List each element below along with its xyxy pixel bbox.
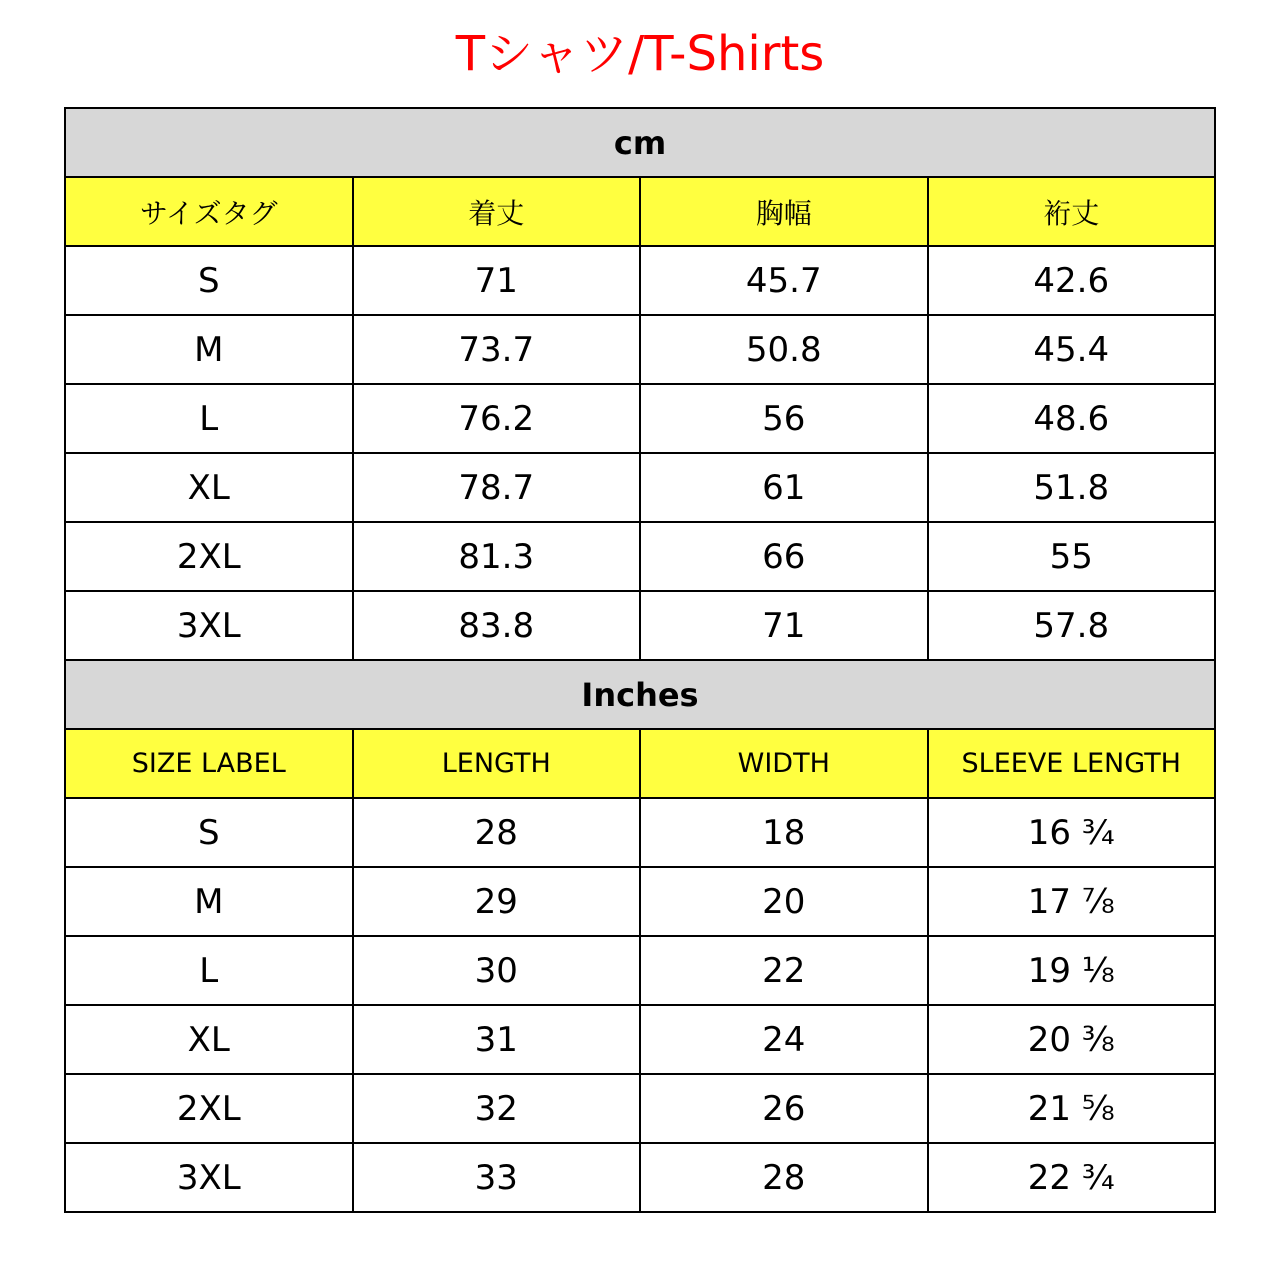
cm-width-cell: 66 (640, 522, 928, 591)
cm-unit-label: cm (65, 108, 1215, 177)
inches-size-cell: M (65, 867, 353, 936)
inches-length-cell: 28 (353, 798, 641, 867)
cm-header-size-tag: サイズタグ (65, 177, 353, 246)
cm-length-cell: 73.7 (353, 315, 641, 384)
cm-row-l (65, 384, 1215, 453)
inches-length-cell: 31 (353, 1005, 641, 1074)
cm-length-cell: 76.2 (353, 384, 641, 453)
cm-length-cell: 71 (353, 246, 641, 315)
cm-size-cell: S (65, 246, 353, 315)
cm-size-cell: XL (65, 453, 353, 522)
cm-header-sleeve-length: 裄丈 (928, 177, 1216, 246)
cm-size-cell: M (65, 315, 353, 384)
cm-size-cell: 2XL (65, 522, 353, 591)
cm-width-cell: 50.8 (640, 315, 928, 384)
inches-sleeve-cell: 17 ⅞ (928, 867, 1216, 936)
cm-sleeve-cell: 45.4 (928, 315, 1216, 384)
inches-width-cell: 18 (640, 798, 928, 867)
inches-row-l (65, 936, 1215, 1005)
size-chart-table (64, 107, 1216, 1213)
inches-width-cell: 28 (640, 1143, 928, 1212)
cm-length-cell: 83.8 (353, 591, 641, 660)
cm-size-cell: L (65, 384, 353, 453)
cm-width-cell: 71 (640, 591, 928, 660)
page-title: Tシャツ/T-Shirts (455, 26, 825, 82)
cm-header-width: 胸幅 (640, 177, 928, 246)
cm-section (65, 108, 1215, 660)
cm-width-cell: 56 (640, 384, 928, 453)
cm-length-cell: 78.7 (353, 453, 641, 522)
cm-header-row (65, 177, 1215, 246)
inches-header-sleeve-length: SLEEVE LENGTH (928, 729, 1216, 798)
inches-size-cell: 3XL (65, 1143, 353, 1212)
cm-length-cell: 81.3 (353, 522, 641, 591)
cm-width-cell: 45.7 (640, 246, 928, 315)
inches-unit-label: Inches (65, 660, 1215, 729)
inches-sleeve-cell: 20 ⅜ (928, 1005, 1216, 1074)
inches-sleeve-cell: 19 ⅛ (928, 936, 1216, 1005)
inches-row-s (65, 798, 1215, 867)
inches-length-cell: 30 (353, 936, 641, 1005)
cm-row-m (65, 315, 1215, 384)
inches-row-2xl (65, 1074, 1215, 1143)
inches-width-cell: 24 (640, 1005, 928, 1074)
inches-sleeve-cell: 21 ⅝ (928, 1074, 1216, 1143)
inches-header-width: WIDTH (640, 729, 928, 798)
inches-size-cell: L (65, 936, 353, 1005)
inches-sleeve-cell: 22 ¾ (928, 1143, 1216, 1212)
inches-width-cell: 22 (640, 936, 928, 1005)
inches-header-size-label: SIZE LABEL (65, 729, 353, 798)
inches-header-row (65, 729, 1215, 798)
cm-sleeve-cell: 55 (928, 522, 1216, 591)
inches-width-cell: 26 (640, 1074, 928, 1143)
inches-size-cell: S (65, 798, 353, 867)
cm-width-cell: 61 (640, 453, 928, 522)
cm-row-xl (65, 453, 1215, 522)
cm-sleeve-cell: 51.8 (928, 453, 1216, 522)
cm-unit-row (65, 108, 1215, 177)
cm-sleeve-cell: 48.6 (928, 384, 1216, 453)
cm-row-3xl (65, 591, 1215, 660)
cm-sleeve-cell: 57.8 (928, 591, 1216, 660)
inches-size-cell: XL (65, 1005, 353, 1074)
inches-row-3xl (65, 1143, 1215, 1212)
inches-section (65, 660, 1215, 1212)
inches-row-xl (65, 1005, 1215, 1074)
inches-size-cell: 2XL (65, 1074, 353, 1143)
inches-unit-row (65, 660, 1215, 729)
cm-header-length: 着丈 (353, 177, 641, 246)
cm-row-2xl (65, 522, 1215, 591)
cm-row-s (65, 246, 1215, 315)
inches-width-cell: 20 (640, 867, 928, 936)
cm-sleeve-cell: 42.6 (928, 246, 1216, 315)
inches-length-cell: 33 (353, 1143, 641, 1212)
inches-sleeve-cell: 16 ¾ (928, 798, 1216, 867)
inches-length-cell: 32 (353, 1074, 641, 1143)
inches-header-length: LENGTH (353, 729, 641, 798)
cm-size-cell: 3XL (65, 591, 353, 660)
inches-length-cell: 29 (353, 867, 641, 936)
inches-row-m (65, 867, 1215, 936)
